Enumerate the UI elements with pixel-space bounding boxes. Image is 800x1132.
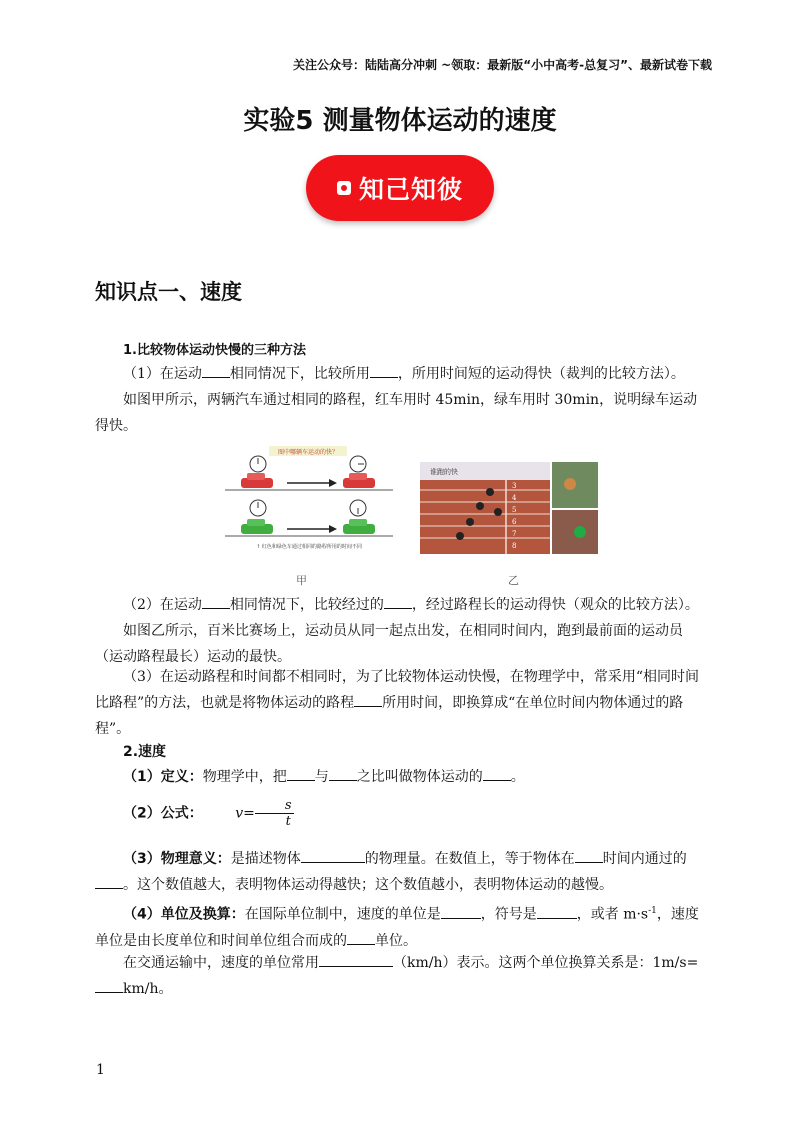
velocity-formula: v= $\frac{s}{t}$ [235,798,292,829]
paragraph-method1: （1）在运动 相同情况下，比较所用 ，所用时间短的运动得快（裁判的比较方法）。 [95,361,705,387]
figure-b-label: 乙 [508,574,519,587]
lane-number: 5 [512,506,517,514]
blank [347,929,375,945]
blank [95,873,123,889]
paragraph-figure-a-desc: 如图甲所示，两辆汽车通过相同的路程，红车用时 45min，绿车用时 30min，说明绿车运动得快。 [95,392,698,434]
paragraph-figure-b-desc: 如图乙所示，百米比赛场上，运动员从同一起点出发，在相同时间内，跑到最前面的运动员（运动路程最长）运动的最快。 [95,623,683,665]
lane-number: 7 [512,530,517,538]
blank [441,903,481,919]
paragraph-units: （4）单位及换算：在国际单位制中，速度的单位是 ，符号是 ，或者 $m\cdot s^{-1}$，速度单位是由长度单位和时间单位组合而成的 单位。 [95,898,705,954]
blank [384,593,412,609]
blank [95,977,123,993]
paragraph-meaning: （3）物理意义：是描述物体 的物理量。在数值上，等于物体在 时间内通过的。这个数值越大，表明物体运动得越快；这个数值越小，表明物体运动的越慢。 [95,846,705,898]
figure-cars-caption: ↑ 红色和绿色车通过相同的路程所用的时间不同 [256,544,362,550]
page-title: 实验5 测量物体运动的速度 [243,106,557,136]
badge-label: 知己知彼 [358,175,463,204]
doc-icon [337,181,351,195]
arrow-icon [329,479,337,487]
green-car-icon [349,519,367,526]
blank [354,691,382,707]
runner-icon [564,478,576,490]
item2-heading: 2.速度 [123,744,167,760]
paragraph-traffic-units: 在交通运输中，速度的单位常用 （km/h）表示。这两个单位换算关系是：1m/s=km/h。 [95,950,705,1002]
red-car-icon [349,473,367,480]
paragraph-definition: （1）定义：物理学中，把 与 之比叫做物体运动的 。 [95,764,705,790]
green-car-icon [247,519,265,526]
blank [202,362,230,378]
paragraph-method3: （3）在运动路程和时间都不相同时，为了比较物体运动快慢，在物理学中，常采用“相同时间比路程”的方法，也就是将物体运动的路程 所用时间，即换算成“在单位时间内物体通过的路程”。 [95,669,700,737]
paragraph-formula: （2）公式： v= $\frac{s}{t}$ [123,798,292,829]
knowledge-badge [306,155,494,221]
runner-icon [466,518,474,526]
paragraph-method2: （2）在运动 相同情况下，比较经过的 ，经过路程长的运动得快（观众的比较方法）。 [95,592,705,618]
figure-runners-title: 谁跑的快 [430,468,458,476]
red-car-icon [247,473,265,480]
blank [483,765,511,781]
figure-cars-title: 图中哪辆车运动的快？ [277,449,339,456]
runner-icon [574,526,586,538]
lane-number: 3 [512,482,517,490]
blank [202,593,230,609]
lane-number: 6 [512,518,517,526]
blank [575,847,603,863]
lane-number: 4 [512,494,517,502]
lane-number: 8 [512,542,517,550]
figure-a-label: 甲 [296,574,307,587]
blank [287,765,315,781]
figure-runners [420,462,598,554]
item1-heading: 1.比较物体运动快慢的三种方法 [123,343,306,358]
blank [319,951,393,967]
runner-icon [476,502,484,510]
blank [537,903,577,919]
section-heading: 知识点一、速度 [95,280,242,304]
page-number: 1 [96,1062,105,1078]
page-header-note: 关注公众号：陆陆高分冲刺 ~领取：最新版“小中高考-总复习”、最新试卷下载 [293,58,712,72]
figure-cars [225,446,393,552]
blank [370,362,398,378]
blank [329,765,357,781]
arrow-icon [329,525,337,533]
blank [301,847,365,863]
runner-icon [486,488,494,496]
runner-icon [456,532,464,540]
runner-icon [494,508,502,516]
